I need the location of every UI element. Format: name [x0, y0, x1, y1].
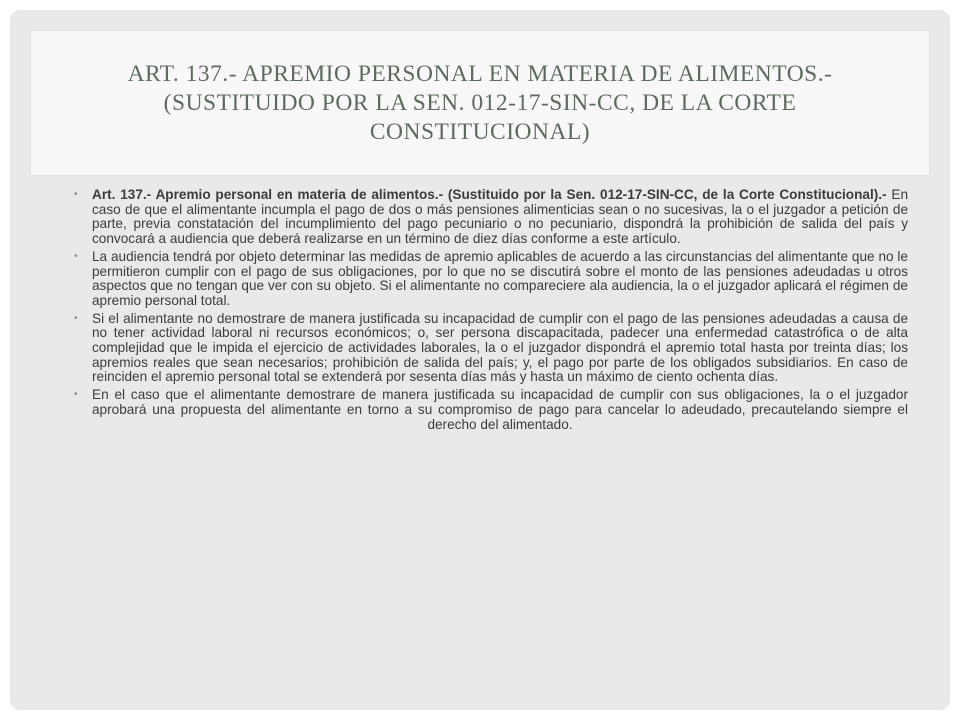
paragraph-3 — [72, 312, 908, 386]
paragraph-1 — [72, 188, 908, 247]
content-list — [72, 188, 908, 435]
bullet-icon: • — [74, 189, 78, 200]
title-box — [30, 30, 930, 176]
slide-title: ART. 137.- APREMIO PERSONAL EN MATERIA DE ALIMENTOS.- (SUSTITUIDO POR LA SEN. 012-17-SIN-CC, DE LA CORTE CONSTITUCIONAL) — [127, 60, 833, 145]
paragraph-2 — [72, 250, 908, 309]
paragraph-4 — [72, 388, 908, 432]
paragraph-1-text: En caso de que el alimentante incumpla el pago de dos o más pensiones alimenticias sean o no sucesivas, la o el juzgador a petición de parte, previa constatación del incumplimiento del pago pecuniario o no pecuniario, dispondrá la prohibición de salida del país y convocará a audiencia que deberá realizarse en un término de diez días conforme a este artículo. — [92, 187, 909, 247]
bullet-icon: • — [74, 250, 78, 262]
bullet-icon: • — [74, 312, 78, 324]
paragraph-2-text: La audiencia tendrá por objeto determinar las medidas de apremio aplicables de acuerdo a las circunstancias del alimentante que no le permitieron cumplir con el pago de sus obligaciones, por lo que no se discutirá sobre el monto de las pensiones adeudadas u otros aspectos que no tengan que ver con su objeto. Si el alimentante no compareciere ala audiencia, la o el juzgador aplicará el régimen de apremio personal total. — [92, 248, 908, 308]
slide — [10, 10, 950, 710]
paragraph-3-text: Si el alimentante no demostrare de manera justificada su incapacidad de cumplir con el pago de las pensiones adeudadas a causa de no tener actividad laboral ni recursos económicos; o, ser persona discapacitada, padecer una enfermedad catastrófica o de alta complejidad que le impida el ejercicio de actividades laborales, la o el juzgador dispondrá el apremio total hasta por treinta días; los apremios reales que sean necesarios; prohibición de salida del país; y, el pago por parte de los obligados subsidiarios. En caso de reinciden el apremio personal total se extenderá por sesenta días más y hasta un máximo de ciento ochenta días. — [92, 310, 908, 385]
bullet-icon: • — [74, 389, 78, 401]
paragraph-4-text: En el caso que el alimentante demostrare de manera justificada su incapacidad de cumplir con sus obligaciones, la o el juzgador aprobará una propuesta del alimentante en torno a su compromiso de pago para cancelar lo adeudado, precautelando siempre el derecho del alimentado. — [92, 387, 908, 432]
paragraph-1-lead: Art. 137.- Apremio personal en materia de alimentos.- (Sustituido por la Sen. 012-17-SIN-CC, de la Corte Constitucional).- — [92, 187, 887, 202]
